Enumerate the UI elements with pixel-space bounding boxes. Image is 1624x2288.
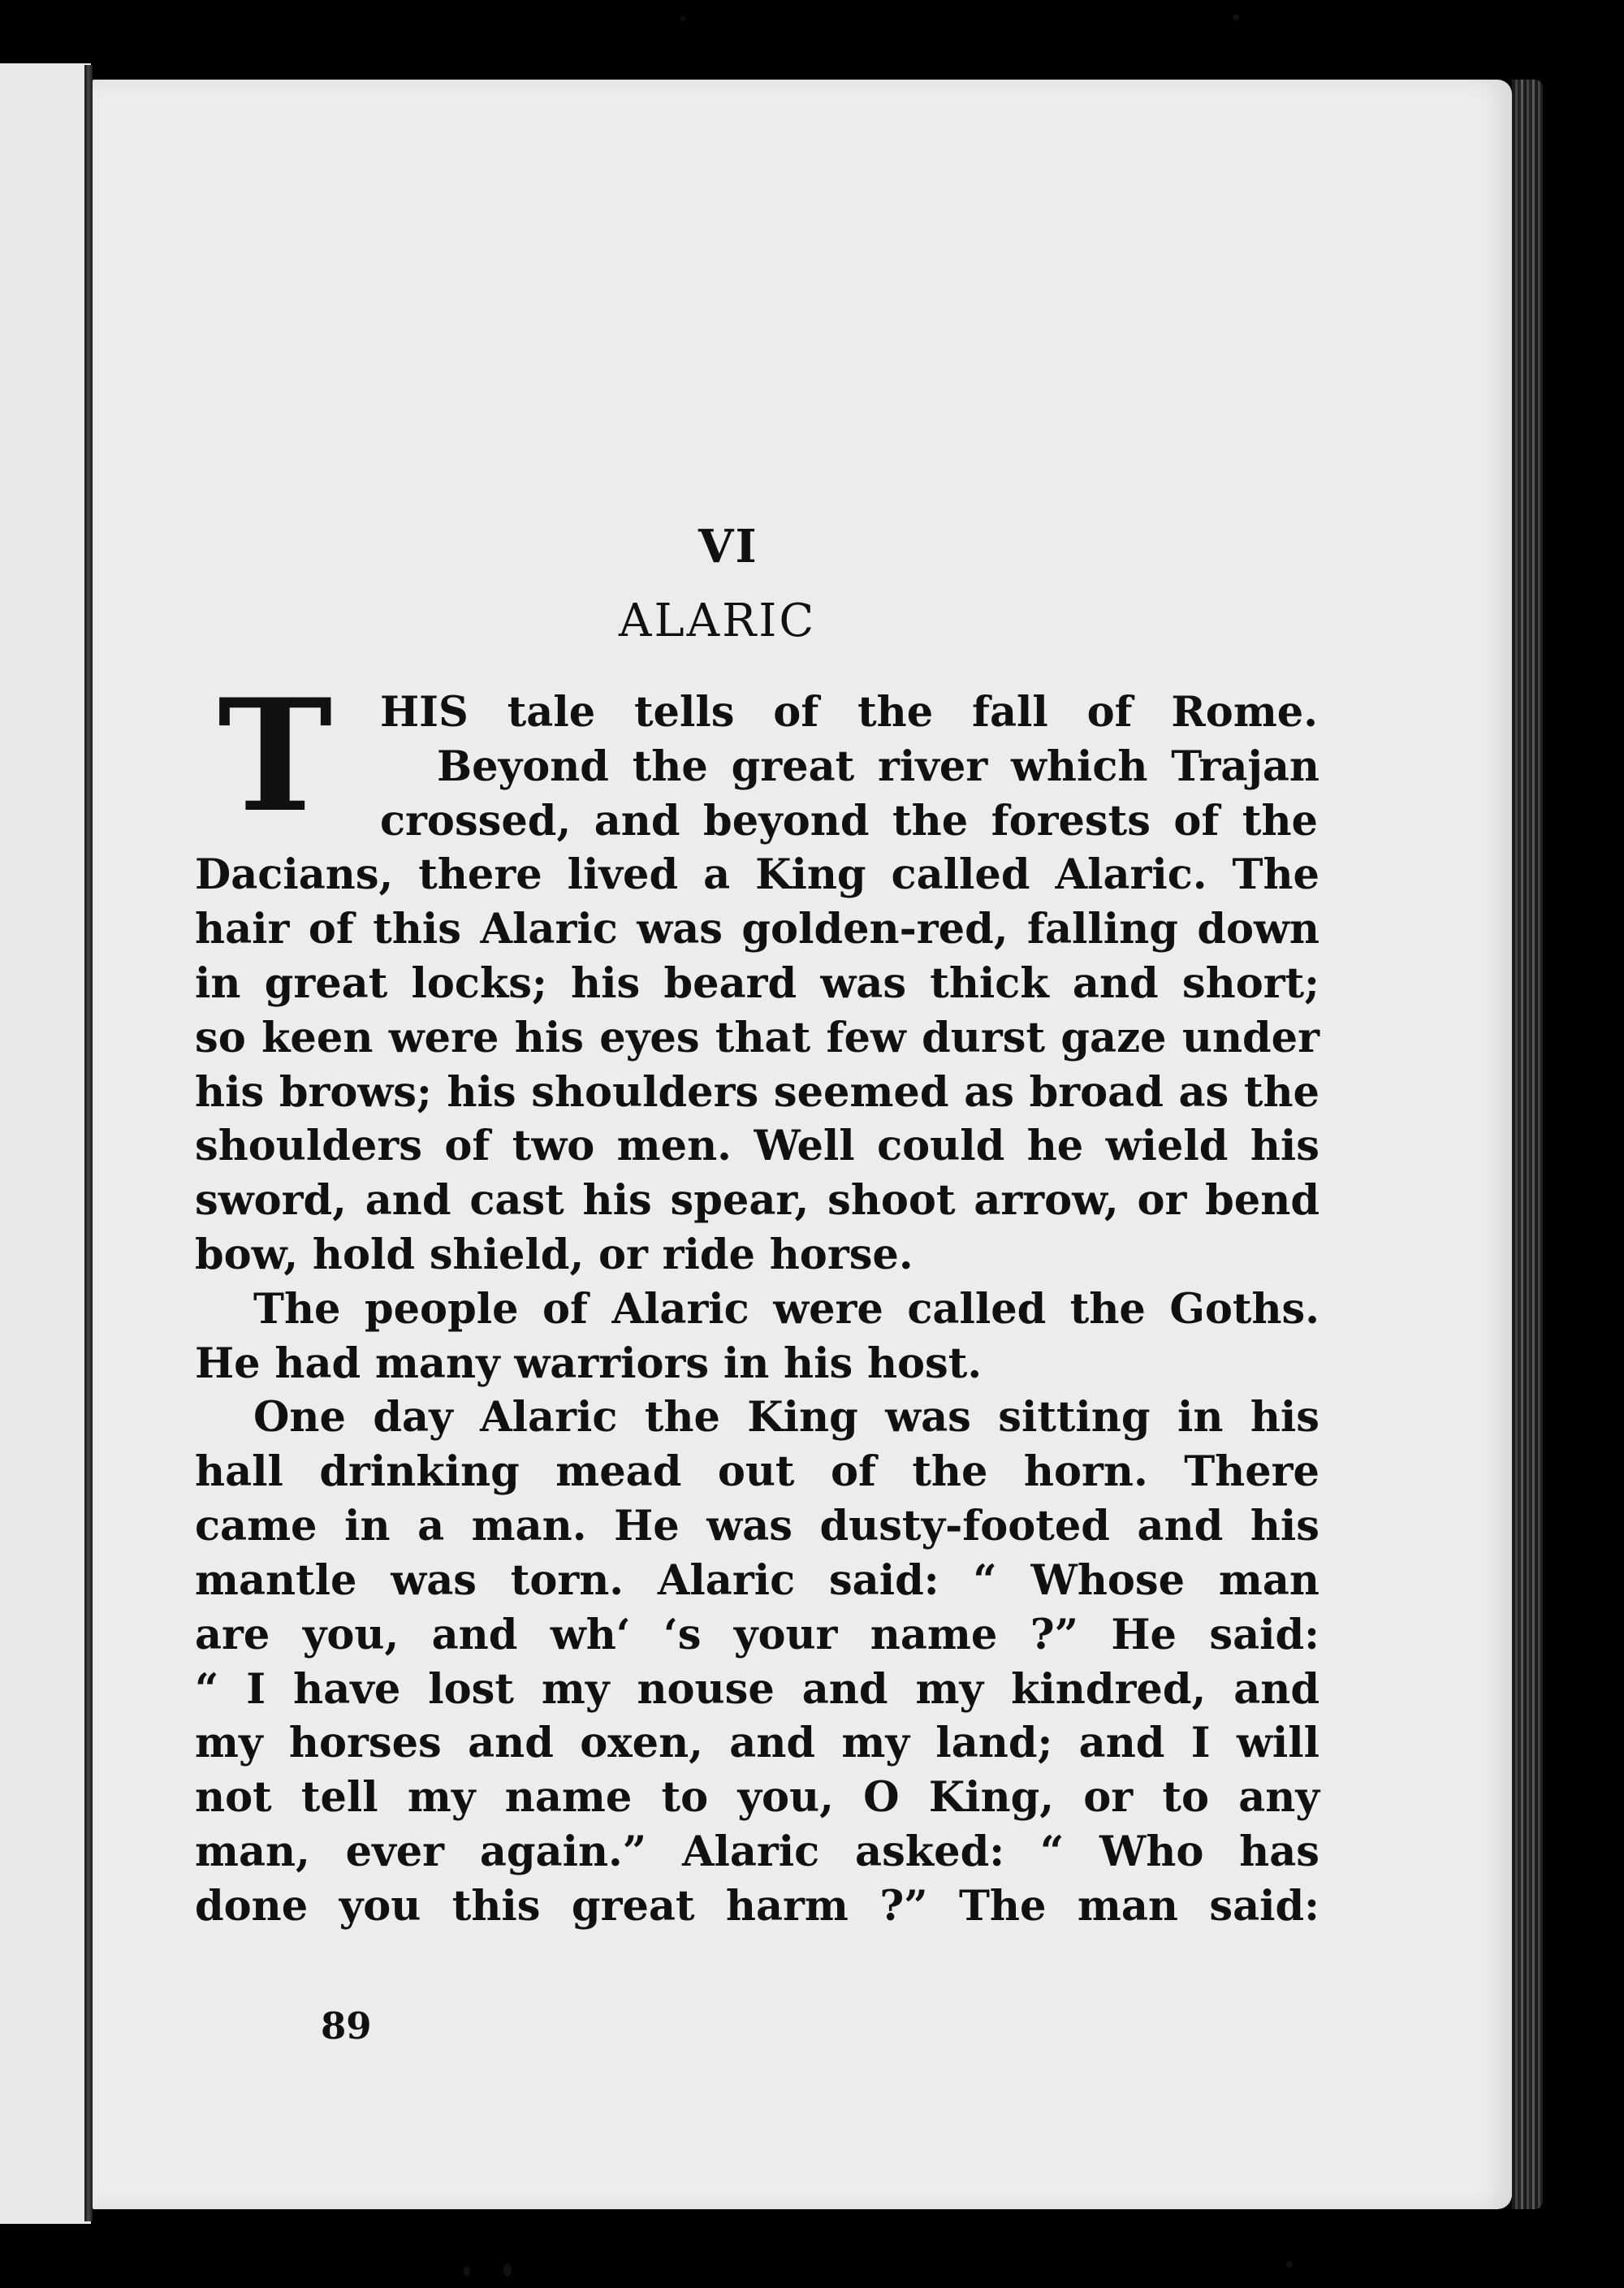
- text-line: in great locks; his beard was thick and short;: [195, 959, 1320, 1008]
- scan-speck: [680, 16, 685, 21]
- scan-speck: [1286, 2261, 1293, 2268]
- text-line: mantle was torn. Alaric said: “ Whose man: [195, 1556, 1320, 1605]
- text-line: crossed, and beyond the forests of the: [380, 797, 1318, 846]
- text-line: The people of Alaric were called the Goths.: [253, 1285, 1320, 1334]
- text-line: shoulders of two men. Well could he wield his: [195, 1122, 1320, 1170]
- chapter-title: ALARIC: [619, 595, 817, 647]
- text-line: his brows; his shoulders seemed as broad as the: [195, 1068, 1320, 1117]
- text-line: done you this great harm ?” The man said:: [195, 1882, 1320, 1931]
- left-page-margin: [0, 63, 91, 2224]
- text-line: are you, and wh‘ ‘s your name ?” He said:: [195, 1611, 1320, 1659]
- chapter-number: VI: [698, 520, 758, 573]
- text-line: came in a man. He was dusty-footed and his: [195, 1502, 1320, 1551]
- text-line: not tell my name to you, O King, or to any: [195, 1773, 1320, 1822]
- text-line: sword, and cast his spear, shoot arrow, or bend: [195, 1176, 1320, 1225]
- text-line: hall drinking mead out of the horn. There: [195, 1447, 1320, 1496]
- scan-speck: [503, 2264, 512, 2277]
- text-line: so keen were his eyes that few durst gaze under: [195, 1014, 1320, 1062]
- scan-speck: [1233, 15, 1239, 20]
- page-number: 89: [321, 2005, 372, 2048]
- text-line: my horses and oxen, and my land; and I will: [195, 1719, 1320, 1767]
- text-line: bow, hold shield, or ride horse.: [195, 1231, 914, 1279]
- text-line: hair of this Alaric was golden-red, falling down: [195, 905, 1320, 954]
- text-line: HIS tale tells of the fall of Rome.: [380, 688, 1318, 737]
- text-line: One day Alaric the King was sitting in his: [253, 1393, 1320, 1442]
- text-line: “ I have lost my nouse and my kindred, and: [195, 1665, 1320, 1714]
- text-line: Beyond the great river which Trajan: [437, 742, 1320, 791]
- text-line: Dacians, there lived a King called Alaric. The: [195, 850, 1320, 899]
- scan-speck: [464, 2266, 470, 2276]
- page-edge-stack: [1512, 80, 1543, 2209]
- book-gutter-shadow: [84, 65, 93, 2221]
- drop-cap-letter: T: [218, 665, 333, 846]
- text-line: man, ever again.” Alaric asked: “ Who has: [195, 1827, 1320, 1876]
- text-line: He had many warriors in his host.: [195, 1339, 983, 1388]
